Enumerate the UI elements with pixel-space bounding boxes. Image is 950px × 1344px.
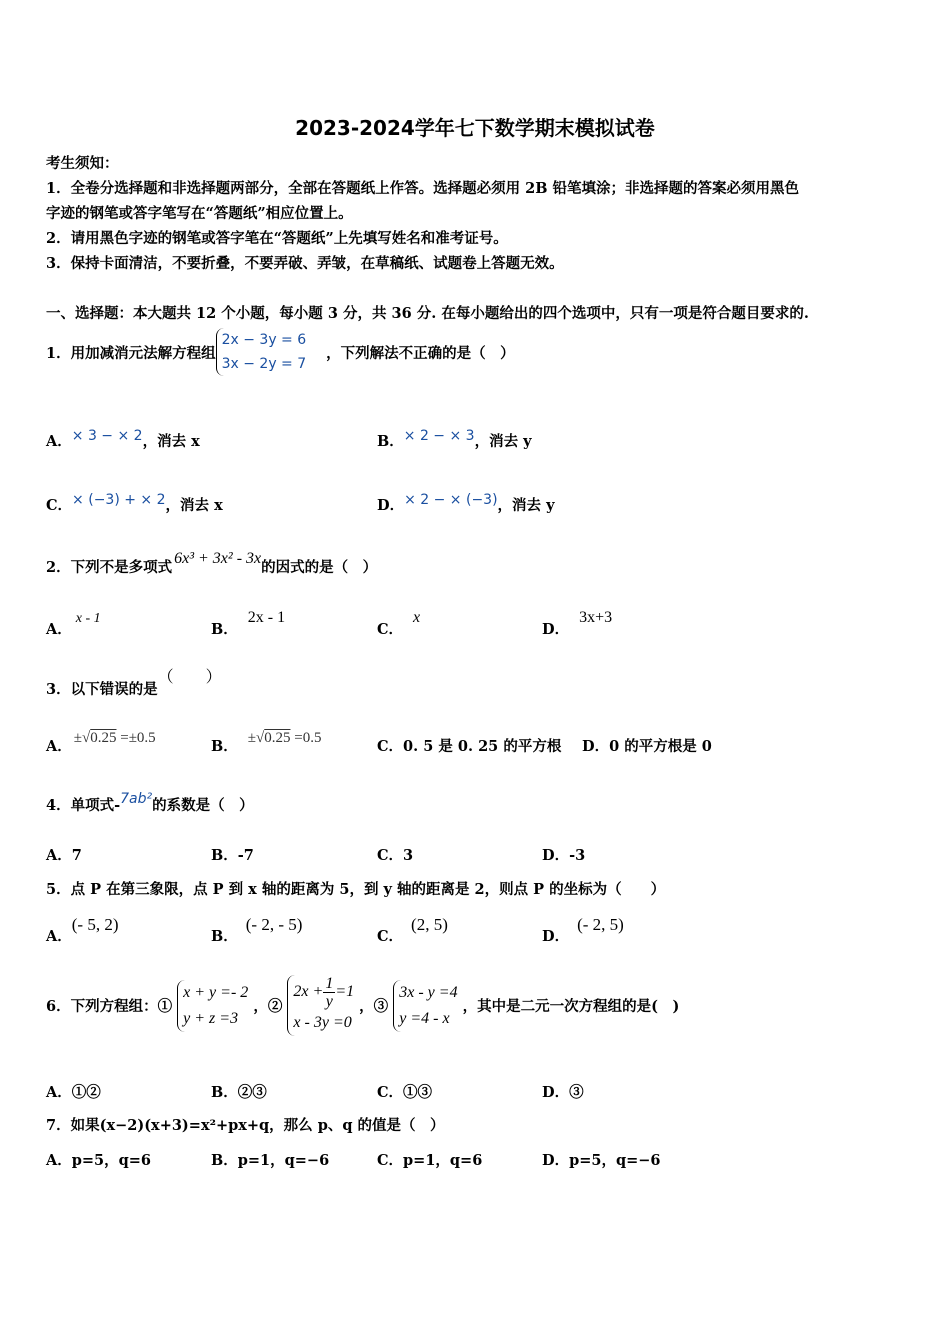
- option-text: ，消去 x: [165, 497, 223, 514]
- option-value: x: [413, 609, 421, 626]
- option-label: B．: [211, 738, 238, 755]
- option-label: A．: [46, 928, 72, 945]
- q5-option-d[interactable]: [542, 915, 624, 946]
- question-4-stem-end: 的系数是（ ）: [152, 797, 254, 814]
- option-rhs: =±0.5: [116, 730, 156, 746]
- option-rhs: =0.5: [290, 730, 322, 746]
- question-5-stem: 5．点 P 在第三象限，点 P 到 x 轴的距离为 5，到 y 轴的距离是 2，则点 P 的坐标为（ ）: [46, 881, 666, 898]
- option-label: B．: [377, 433, 404, 450]
- q7-option-a[interactable]: A．p=5，q=6: [46, 1152, 152, 1169]
- question-4-monomial: 7ab²: [120, 791, 153, 807]
- notice-heading: 考生须知：: [46, 155, 119, 172]
- question-1-system: [216, 328, 307, 376]
- system-1: [177, 980, 248, 1032]
- option-value: 3x+3: [579, 609, 613, 626]
- option-value: (- 2, - 5): [245, 915, 303, 934]
- option-expr: × (−3) + × 2: [72, 492, 166, 508]
- system-3: [393, 980, 457, 1032]
- question-2: [46, 550, 378, 577]
- q6-option-d[interactable]: D．③: [542, 1084, 584, 1101]
- option-expr: × 3 − × 2: [71, 428, 143, 444]
- question-6: [46, 975, 679, 1036]
- option-text: ，消去 y: [497, 497, 555, 514]
- q6-option-a[interactable]: A．①②: [46, 1084, 101, 1101]
- plus-minus-sign: ±: [247, 730, 256, 746]
- system-2-eq-2: x - 3y =0: [293, 1014, 352, 1031]
- radicand: 0.25: [90, 730, 117, 746]
- q4-option-d[interactable]: D．-3: [542, 847, 586, 864]
- system-2-eq-1-right: =1: [335, 983, 355, 1001]
- option-label: B．: [211, 621, 238, 638]
- option-expr: × 2 − × (−3): [404, 492, 498, 508]
- question-4-stem: 4．单项式-: [46, 797, 121, 814]
- q5-option-a[interactable]: [46, 915, 119, 946]
- q4-option-b[interactable]: B．-7: [211, 847, 254, 864]
- option-label: A．: [46, 621, 72, 638]
- option-label: D．: [377, 497, 405, 514]
- system-2: [287, 975, 354, 1036]
- system-eq-1: 2x − 3y = 6: [221, 332, 307, 348]
- system-eq-2: 3x − 2y = 7: [221, 356, 307, 372]
- option-expr: × 2 − × 3: [403, 428, 475, 444]
- system-1-eq-1: x + y =- 2: [183, 983, 249, 1001]
- question-3-stem: 3．以下错误的是: [46, 681, 158, 698]
- option-text: ，消去 x: [142, 433, 200, 450]
- fraction: [323, 975, 335, 1010]
- q3-option-c[interactable]: C．0. 5 是 0. 25 的平方根: [377, 738, 562, 755]
- q4-option-c[interactable]: C．3: [377, 847, 414, 864]
- radicand: 0.25: [264, 730, 291, 746]
- q2-option-a[interactable]: [46, 611, 101, 639]
- question-1-stem: 1．用加减消元法解方程组: [46, 344, 216, 362]
- q4-option-a[interactable]: A．7: [46, 847, 82, 864]
- q7-option-b[interactable]: B．p=1，q=−6: [211, 1152, 330, 1169]
- q3-option-d[interactable]: D．0 的平方根是 0: [582, 738, 712, 755]
- notice-line-1a: 1．全卷分选择题和非选择题两部分，全部在答题纸上作答。选择题必须用 2B 铅笔填涂；非选择题的答案必须用黑色: [46, 180, 800, 197]
- system-3-marker: ，③: [359, 998, 389, 1015]
- option-value: (- 2, 5): [577, 915, 624, 934]
- q3-option-a[interactable]: [46, 730, 156, 756]
- system-2-marker: ，②: [253, 998, 283, 1015]
- question-3-paren: （ ）: [157, 669, 222, 686]
- sqrt-sign: √: [256, 730, 265, 746]
- q5-option-c[interactable]: [377, 915, 448, 946]
- question-1: [46, 328, 515, 376]
- system-1-eq-2: y + z =3: [183, 1009, 239, 1027]
- option-label: D．: [542, 621, 570, 638]
- q6-option-b[interactable]: B．②③: [211, 1084, 267, 1101]
- question-6-stem-end: ，其中是二元一次方程组的是( ): [462, 998, 680, 1015]
- option-value: (2, 5): [411, 915, 448, 934]
- question-1-stem-end: ，下列解法不正确的是（ ）: [326, 344, 515, 362]
- option-label: C．: [377, 928, 404, 945]
- page-title: 2023-2024学年七下数学期末模拟试卷: [295, 116, 655, 140]
- q2-option-b[interactable]: [211, 609, 286, 639]
- question-2-polynomial: 6x³ + 3x² - 3x: [174, 550, 262, 567]
- option-label: C．: [46, 497, 73, 514]
- option-label: A．: [46, 433, 72, 450]
- q3-option-b[interactable]: [211, 730, 322, 756]
- q1-option-a[interactable]: [46, 430, 200, 451]
- q5-option-b[interactable]: [211, 915, 303, 946]
- option-text: ，消去 y: [474, 433, 532, 450]
- option-value: 2x - 1: [247, 609, 286, 626]
- section-heading: 一、选择题：本大题共 12 个小题，每小题 3 分，共 36 分. 在每小题给出的四个选项中，只有一项是符合题目要求的.: [46, 305, 809, 322]
- notice-line-2: 2．请用黑色字迹的钢笔或答字笔在“答题纸”上先填写姓名和准考证号。: [46, 230, 508, 247]
- option-label: C．: [377, 621, 404, 638]
- option-label: B．: [211, 928, 238, 945]
- fraction-denominator: y: [325, 993, 333, 1010]
- question-4: [46, 791, 254, 815]
- notice-line-1b: 字迹的钢笔或答字笔写在“答题纸”相应位置上。: [46, 205, 353, 222]
- system-2-eq-1-left: 2x +: [293, 983, 324, 1001]
- q1-option-c[interactable]: [46, 494, 223, 515]
- q6-option-c[interactable]: C．①③: [377, 1084, 433, 1101]
- system-3-eq-2: y =4 - x: [399, 1009, 450, 1027]
- q2-option-d[interactable]: [542, 609, 613, 639]
- question-6-stem: 6．下列方程组：①: [46, 998, 173, 1015]
- system-3-eq-1: 3x - y =4: [399, 983, 458, 1001]
- question-7-stem: 7．如果(x−2)(x+3)=x²+px+q，那么 p、q 的值是（ ）: [46, 1117, 445, 1134]
- question-2-stem-end: 的因式的是（ ）: [261, 559, 378, 576]
- q1-option-d[interactable]: [377, 494, 555, 515]
- q7-option-c[interactable]: C．p=1，q=6: [377, 1152, 483, 1169]
- plus-minus-sign: ±: [73, 730, 82, 746]
- option-label: A．: [46, 738, 72, 755]
- q2-option-c[interactable]: [377, 609, 421, 639]
- question-2-stem: 2．下列不是多项式: [46, 559, 173, 576]
- fraction-numerator: 1: [325, 975, 334, 992]
- option-value: x - 1: [75, 611, 101, 626]
- notice-line-3: 3．保持卡面清洁，不要折叠，不要弄破、弄皱，在草稿纸、试题卷上答题无效。: [46, 255, 564, 272]
- option-value: (- 5, 2): [71, 915, 119, 934]
- question-3: [46, 669, 222, 699]
- q1-option-b[interactable]: [377, 430, 532, 451]
- sqrt-sign: √: [82, 730, 91, 746]
- q7-option-d[interactable]: D．p=5，q=−6: [542, 1152, 661, 1169]
- option-label: D．: [542, 928, 570, 945]
